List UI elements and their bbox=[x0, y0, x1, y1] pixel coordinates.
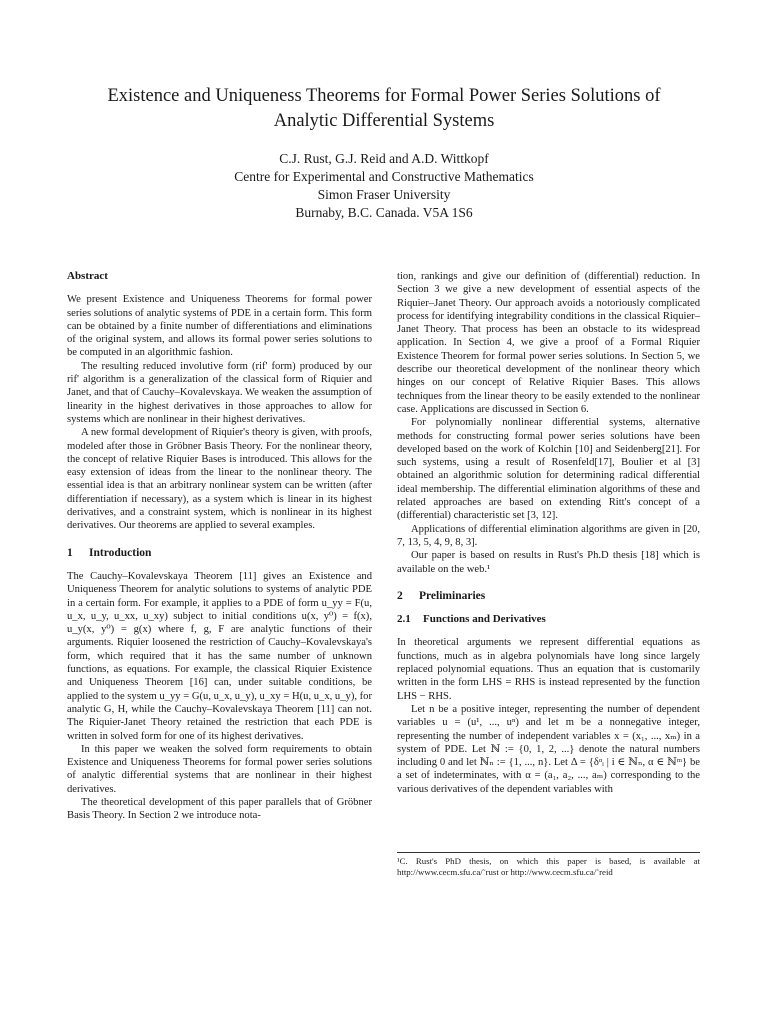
section-1-title: Introduction bbox=[89, 546, 152, 559]
title-line-2: Analytic Differential Systems bbox=[273, 111, 495, 131]
prelim-paragraph-1: In theoretical arguments we represent differential equations as functions, much as in algebra polynomials have long since largely replaced polynomial equations. Thus an equation that is customarily written in the form LHS = RHS is instead represented by the function LHS − RHS. bbox=[397, 637, 700, 702]
intro-paragraph-2: In this paper we weaken the solved form requirements to obtain Existence and Uniqueness Theorems for formal power series solutions of analytic differential systems that are nonlinear in their highest derivatives. bbox=[67, 743, 372, 795]
subsection-2-1-heading bbox=[397, 613, 700, 626]
left-column bbox=[67, 270, 372, 823]
section-1-number: 1 bbox=[67, 546, 73, 559]
footnote bbox=[397, 852, 700, 878]
intro-paragraph-4: For polynomially nonlinear differential systems, alternative methods for constructing formal power series solutions have been developed based on the work of Kolchin [10] and Seidenberg[21]. For such systems, using a result of Rosenfeld[17], Boulier et al [3] obtained an algorithmic solution for determining radical differential ideal membership. The differential elimination algorithms of these and related approaches are based on extending Ritt's concept of a (differential) characteristic set [3, 12]. bbox=[397, 417, 700, 522]
title-line-1: Existence and Uniqueness Theorems for Formal Power Series Solutions of bbox=[107, 86, 661, 106]
intro-paragraph-1: The Cauchy–Kovalevskaya Theorem [11] gives an Existence and Uniqueness Theorem for analytic solutions to systems of analytic PDE in a certain form. For example, it applies to a PDE of form u_yy = F(u, u_x, u_y, u_xx, u_xy) subject to initial conditions u(x, y⁰) = f(x), u_y(x, y⁰) = g(x) where f, g, F are analytic functions of their arguments. Riquier loosened the restriction of Cauchy–Kovalevskaya's form, which required that it has the same number of unknown functions, as equations. For example, the classical Riquier Existence and Uniqueness Theorem [16] can, under suitable conditions, be applied to the system u_yy = G(u, u_x, u_y), u_xy = H(u, u_x, u_y), for analytic G, H, while the Cauchy–Kovalevskaya Theorem [11] can not. The Riquier-Janet Theory retained the restriction that each PDE is written in solved form for one of its highest derivatives. bbox=[67, 570, 373, 742]
section-2-number: 2 bbox=[397, 589, 403, 602]
abstract-paragraph-1: We present Existence and Uniqueness Theorems for formal power series solutions of analytic systems of PDE in a certain form. This form can be obtained by a finite number of differentiations and eliminations of the original system, and allows its formal power series solutions to be computed in an algorithmic fashion. bbox=[67, 294, 372, 359]
right-column bbox=[397, 270, 700, 796]
prelim-paragraph-2: Let n be a positive integer, representing the number of dependent variables u = (u¹, ..., uⁿ) and let m be a nonnegative integer, representing the number of independent variables x = (x₁, ..., xₘ) in a system of PDE. Let ℕ := {0, 1, 2, ...} denote the natural numbers including 0 and let ℕₙ := {1, ..., n}. Let Δ = {δᵅᵢ | i ∈ ℕₙ, α ∈ ℕᵐ} be a set of indeterminates, with α = (a₁, a₂, ..., aₘ) corresponding to the various derivatives of the dependent variables with bbox=[397, 703, 700, 795]
intro-paragraph-5: Applications of differential elimination algorithms are given in [20, 7, 13, 5, 4, 9, 8, 3]. bbox=[397, 523, 700, 548]
paper-title bbox=[60, 84, 708, 134]
intro-paragraph-3: The theoretical development of this paper parallels that of Gröbner Basis Theory. In Section 2 we introduce nota- bbox=[67, 796, 372, 822]
intro-paragraph-6: Our paper is based on results in Rust's Ph.D thesis [18] which is available on the web.¹ bbox=[397, 550, 700, 575]
author-block bbox=[100, 150, 668, 222]
author-names: C.J. Rust, G.J. Reid and A.D. Wittkopf bbox=[279, 151, 489, 166]
abstract-paragraph-2: The resulting reduced involutive form (rif' form) produced by our rif' algorithm is a generalization of the classical form of Riquier and Janet, and that of Cauchy–Kovalevskaya. We weaken the assumption of linearity in the highest derivatives in those approaches to allow for systems which are nonlinear in their highest derivatives. bbox=[67, 360, 372, 425]
subsection-2-1-title: Functions and Derivatives bbox=[423, 613, 546, 626]
footnote-text: ¹C. Rust's PhD thesis, on which this paper is based, is available at http://www.cecm.sfu.ca/˜rust or http://www.cecm.sfu.ca/˜reid bbox=[397, 856, 700, 877]
subsection-2-1-number: 2.1 bbox=[397, 613, 411, 626]
abstract-heading: Abstract bbox=[67, 270, 108, 282]
section-2-heading bbox=[397, 590, 700, 603]
section-2-title: Preliminaries bbox=[419, 589, 486, 602]
intro-paragraph-3-continued: tion, rankings and give our definition of (differential) reduction. In Section 3 we give a new development of essential aspects of the Riquier–Janet Theory. Our approach avoids a notoriously complicated process for identifying integrability conditions in the classical Riquier–Janet Theory. That process has been an obstacle to its widespread application. In Section 4, we give a proof of a Formal Riquier Existence Theorem for formal power series solutions. In Section 5, we describe our theoretical development of the nonlinear theory which hinges on our concept of Relative Riquier Bases. This allows techniques from the linear theory to be easily extended to the nonlinear case. Applications are discussed in Section 6. bbox=[397, 271, 700, 415]
abstract-paragraph-3: A new formal development of Riquier's theory is given, with proofs, modeled after those in Gröbner Basis Theory. For the nonlinear theory, the concept of relative Riquier Bases is introduced. This allows for the easy extension of ideas from the linear to the nonlinear theory. The essential idea is that an arbitrary nonlinear system can be written (after differentiation if necessary), as a system which is linear in its highest derivatives, and a constraint system, which is nonlinear in its highest derivatives. Our theorems are applied to several examples. bbox=[67, 427, 372, 532]
affiliation-line-1: Centre for Experimental and Constructive Mathematics bbox=[234, 169, 534, 184]
section-1-heading bbox=[67, 547, 372, 560]
affiliation-line-2: Simon Fraser University bbox=[317, 187, 451, 202]
affiliation-line-3: Burnaby, B.C. Canada. V5A 1S6 bbox=[295, 205, 473, 220]
